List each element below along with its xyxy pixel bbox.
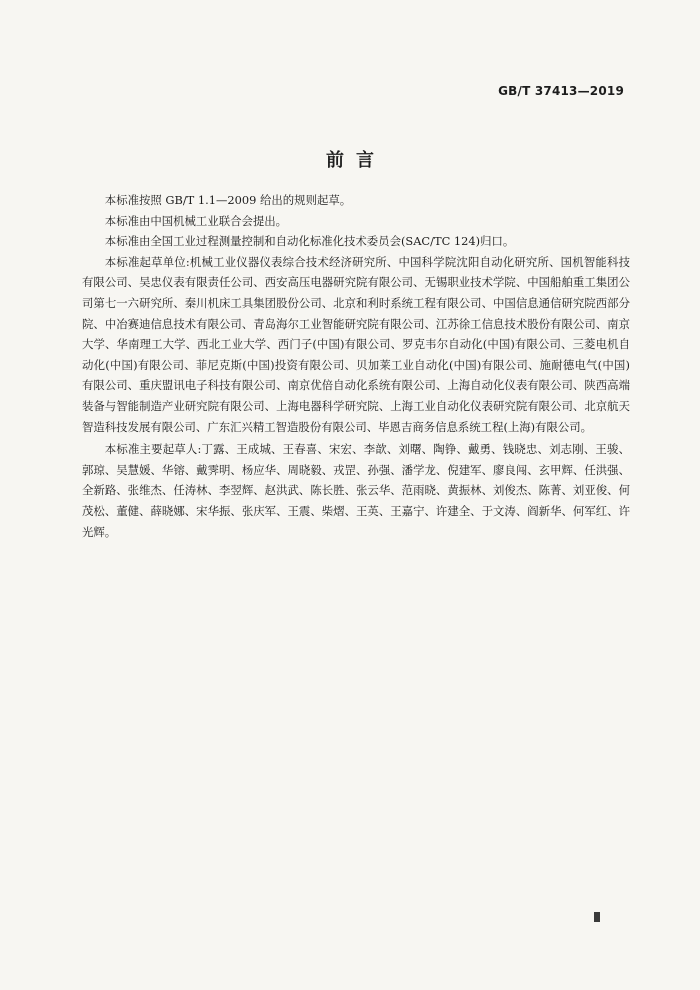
page-title: 前言: [326, 150, 386, 171]
page-number-mark: [594, 912, 600, 922]
paragraph-drafting-rules: 本标准按照 GB/T 1.1—2009 给出的规则起草。: [104, 193, 352, 207]
paragraph-administrator: 本标准由全国工业过程测量控制和自动化标准化技术委员会(SAC/TC 124)归口。: [104, 234, 515, 249]
foreword-body: [82, 190, 630, 542]
paragraph-drafting-units: 本标准起草单位:机械工业仪器仪表综合技术经济研究所、中国科学院沈阳自动化研究所、国机智能科技有限公司、吴忠仪表有限责任公司、西安高压电器研究院有限公司、无锡职业技术学院、中国船舶重工集团公司第七一六研究所、秦川机床工具集团股份公司、北京和利时系统工程有限公司、中国信息通信研究院西部分院、中冶赛迪信息技术有限公司、青岛海尔工业智能研究院有限公司、江苏徐工信息技术股份有限公司、南京大学、华南理工大学、西北工业大学、西门子(中国)有限公司、罗克韦尔自动化(中国)有限公司、三菱电机自动化(中国)有限公司、菲尼克斯(中国)投资有限公司、贝加莱工业自动化(中国)有限公司、施耐德电气(中国)有限公司、重庆盟讯电子科技有限公司、南京优倍自动化系统有限公司、上海自动化仪表有限公司、陕西高端装备与智能制造产业研究院有限公司、上海电器科学研究院、上海工业自动化仪表研究院有限公司、北京航天智造科技发展有限公司、广东汇兴精工智造股份有限公司、毕恩吉商务信息系统工程(上海)有限公司。: [82, 254, 630, 434]
paragraph-drafters: 本标准主要起草人:丁露、王成城、王春喜、宋宏、李歆、刘曙、陶铮、戴勇、钱晓忠、刘志刚、王骏、郭琼、吴慧媛、华镕、戴霁明、杨应华、周晓毅、戎罡、孙强、潘学龙、倪建军、廖良闯、玄甲辉、任洪强、全新路、张维杰、任涛林、李翌辉、赵洪武、陈长胜、张云华、范雨晓、黄振林、刘俊杰、陈菁、刘亚俊、何茂松、董健、薛晓娜、宋华振、张庆军、王震、柴熠、王英、王嘉宁、许建全、于文涛、阎新华、何军红、许光辉。: [82, 442, 630, 539]
standard-code: GB/T 37413—2019: [498, 84, 624, 98]
paragraph-proposer: 本标准由中国机械工业联合会提出。: [104, 213, 288, 228]
